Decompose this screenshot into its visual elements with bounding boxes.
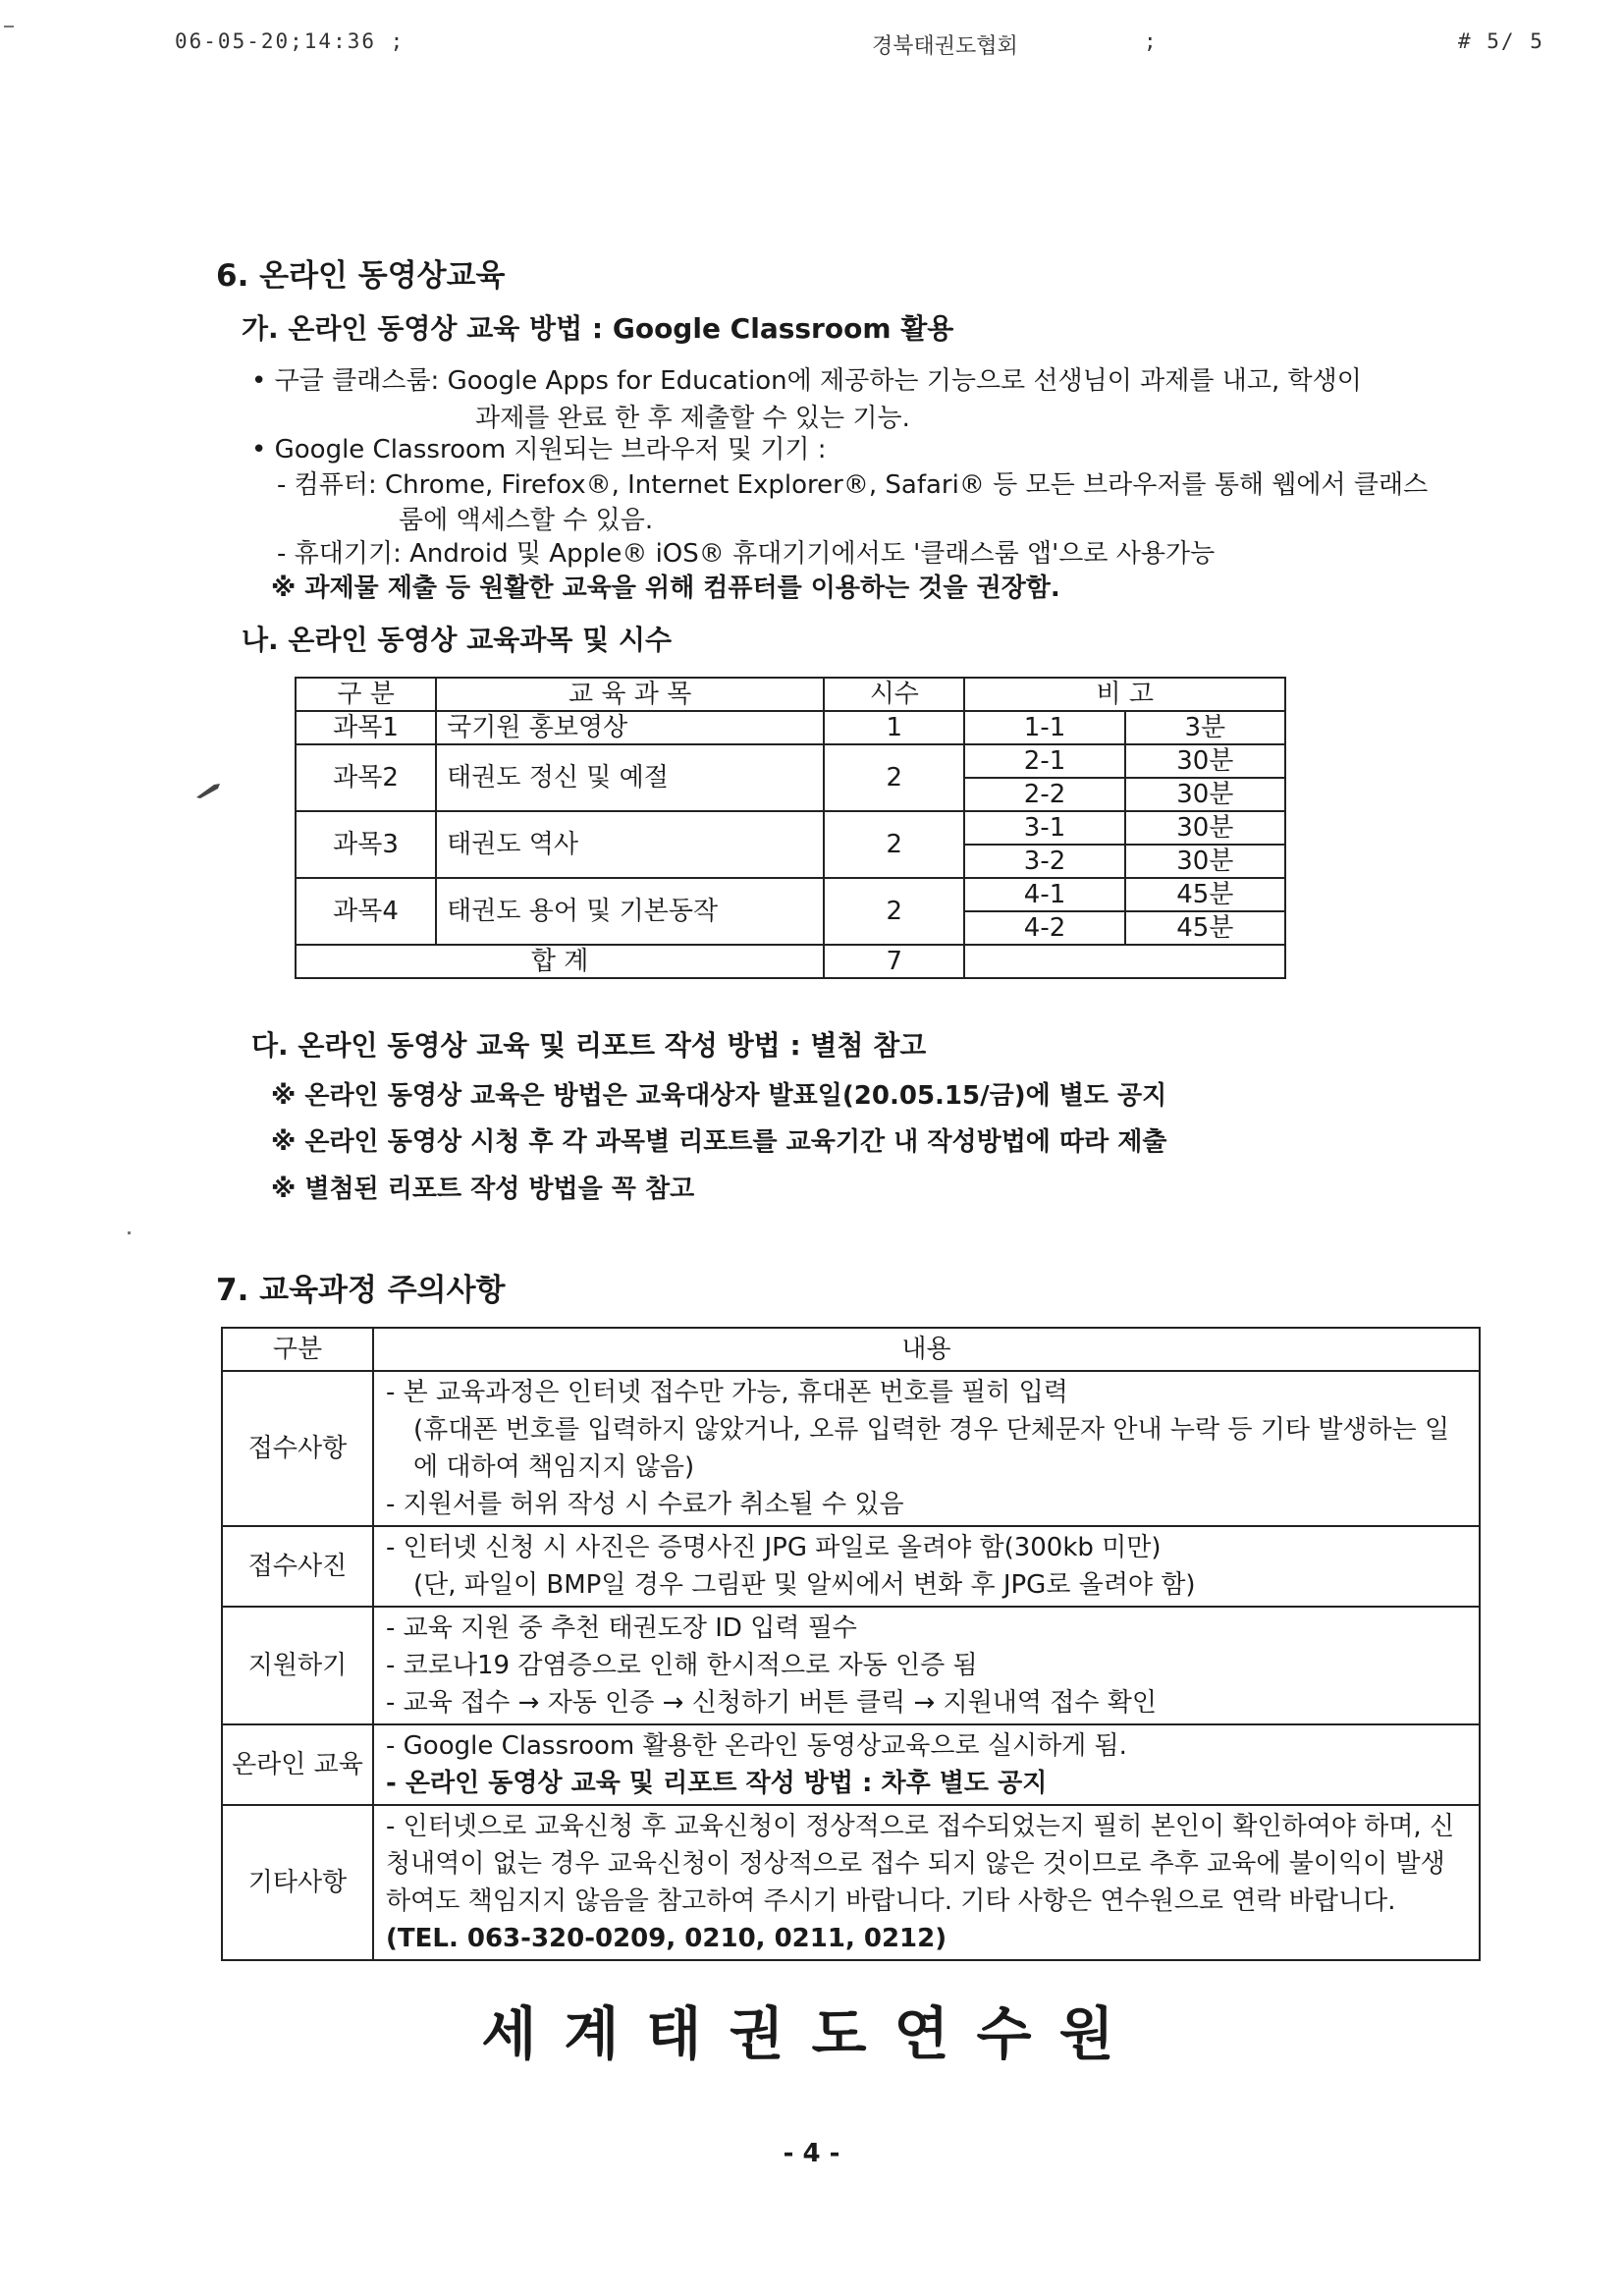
table-row (222, 1805, 1480, 1960)
total-label: 합 계 (296, 945, 824, 978)
content-line: (TEL. 063-320-0209, 0210, 0211, 0212) (386, 1924, 947, 1953)
row-subject: 태권도 역사 (436, 811, 824, 878)
row-subject: 태권도 정신 및 예절 (436, 744, 824, 811)
content-line: - 교육 지원 중 추천 태권도장 ID 입력 필수 (386, 1613, 857, 1643)
table-header-row (222, 1328, 1480, 1371)
bullet-supported: • Google Classroom 지원되는 브라우저 및 기기 : (251, 435, 827, 465)
session-time: 45분 (1125, 878, 1285, 911)
session-code: 2-2 (964, 778, 1124, 811)
section7-title: 7. 교육과정 주의사항 (216, 1273, 506, 1308)
fax-separator: ; (1144, 29, 1159, 53)
note-announce: ※ 온라인 동영상 교육은 방법은 교육대상자 발표일(20.05.15/금)에 별도 공지 (271, 1081, 1167, 1111)
row-hours: 1 (824, 711, 964, 744)
fax-page: # 5/ 5 (1458, 29, 1544, 53)
content-line: - 온라인 동영상 교육 및 리포트 작성 방법 : 차후 별도 공지 (386, 1769, 1048, 1798)
content-line: - 인터넷으로 교육신청 후 교육신청이 정상적으로 접수되었는지 필히 본인이 확인하여야 하며, 신청내역이 없는 경우 교육신청이 정상적으로 접수 되지 않은 것이므로 추후 교육에 불이익이 발생하여도 책임지지 않음을 참고하여 주시기 바랍니다. 기타 사항은 연수원으로 연락 바랍니다. (386, 1812, 1455, 1916)
header-content: 내용 (373, 1328, 1480, 1371)
row-category: 접수사진 (222, 1526, 373, 1607)
content-line: - 인터넷 신청 시 사진은 증명사진 JPG 파일로 올려야 함(300kb 미만) (386, 1533, 1162, 1562)
recommend-note: ※ 과제물 제출 등 원활한 교육을 위해 컴퓨터를 이용하는 것을 권장함. (271, 574, 1060, 603)
row-category: 과목1 (296, 711, 436, 744)
table-row (222, 1724, 1480, 1805)
pc-line2: 룸에 액세스할 수 있음. (399, 506, 654, 535)
row-category: 과목3 (296, 811, 436, 878)
row-hours: 2 (824, 811, 964, 878)
pc-line1: - 컴퓨터: Chrome, Firefox®, Internet Explorer®, Safari® 등 모든 브라우저를 통해 웹에서 클래스 (277, 470, 1429, 500)
row-category: 접수사항 (222, 1371, 373, 1526)
row-content (373, 1607, 1480, 1724)
table-row (296, 811, 1285, 845)
header-category: 구 분 (296, 678, 436, 711)
session-code: 1-1 (964, 711, 1124, 744)
fax-sender: 경북태권도협회 (872, 34, 1018, 59)
section6-sub-ga: 가. 온라인 동영상 교육 방법 : Google Classroom 활용 (242, 312, 954, 345)
note-report-guide: ※ 별첨된 리포트 작성 방법을 꼭 참고 (271, 1175, 695, 1204)
total-hours: 7 (824, 945, 964, 978)
row-content (373, 1724, 1480, 1805)
header-category: 구분 (222, 1328, 373, 1371)
row-content (373, 1371, 1480, 1526)
table-row (222, 1526, 1480, 1607)
scan-dot (128, 1231, 131, 1234)
session-time: 30분 (1125, 845, 1285, 878)
session-time: 30분 (1125, 811, 1285, 845)
content-line: - 지원서를 허위 작성 시 수료가 취소될 수 있음 (386, 1490, 904, 1519)
row-category: 온라인 교육 (222, 1724, 373, 1805)
row-subject: 태권도 용어 및 기본동작 (436, 878, 824, 945)
session-time: 3분 (1125, 711, 1285, 744)
table-total-row (296, 945, 1285, 978)
section6-title: 6. 온라인 동영상교육 (216, 258, 506, 294)
organization-name: 세계태권도연수원 (481, 2000, 1142, 2067)
table-header-row (296, 678, 1285, 711)
table-row (296, 744, 1285, 778)
scan-mark (4, 26, 14, 27)
row-category: 지원하기 (222, 1607, 373, 1724)
precautions-table (221, 1327, 1481, 1961)
bullet-classroom-line1: • 구글 클래스룸: Google Apps for Education에 제공하는 기능으로 선생님이 과제를 내고, 학생이 (251, 366, 1362, 396)
table-row (222, 1607, 1480, 1724)
mobile-line: - 휴대기기: Android 및 Apple® iOS® 휴대기기에서도 '클래스룸 앱'으로 사용가능 (277, 539, 1216, 569)
session-time: 30분 (1125, 744, 1285, 778)
content-line: - 본 교육과정은 인터넷 접수만 가능, 휴대폰 번호를 필히 입력 (386, 1378, 1068, 1407)
fax-datetime: 06-05-20;14:36 ; (175, 29, 406, 53)
session-code: 2-1 (964, 744, 1124, 778)
note-report-submit: ※ 온라인 동영상 시청 후 각 과목별 리포트를 교육기간 내 작성방법에 따라 제출 (271, 1127, 1167, 1157)
row-hours: 2 (824, 744, 964, 811)
session-code: 3-1 (964, 811, 1124, 845)
row-content (373, 1526, 1480, 1607)
pen-mark-icon (194, 781, 224, 800)
row-subject: 국기원 홍보영상 (436, 711, 824, 744)
row-content (373, 1805, 1480, 1960)
row-category: 과목2 (296, 744, 436, 811)
page-number: - 4 - (783, 2139, 840, 2168)
table-row (296, 878, 1285, 911)
session-time: 45분 (1125, 911, 1285, 945)
content-line: - Google Classroom 활용한 온라인 동영상교육으로 실시하게 됨. (386, 1731, 1127, 1761)
content-line: (휴대폰 번호를 입력하지 않았거나, 오류 입력한 경우 단체문자 안내 누락 등 기타 발생하는 일에 대하여 책임지지 않음) (413, 1415, 1450, 1482)
session-code: 4-2 (964, 911, 1124, 945)
table-row (222, 1371, 1480, 1526)
row-hours: 2 (824, 878, 964, 945)
header-hours: 시수 (824, 678, 964, 711)
header-remarks: 비 고 (964, 678, 1285, 711)
session-code: 4-1 (964, 878, 1124, 911)
total-remarks (964, 945, 1285, 978)
subjects-table (295, 677, 1286, 979)
session-code: 3-2 (964, 845, 1124, 878)
content-line: - 교육 접수 → 자동 인증 → 신청하기 버튼 클릭 → 지원내역 접수 확인 (386, 1688, 1157, 1718)
section6-sub-da: 다. 온라인 동영상 교육 및 리포트 작성 방법 : 별첨 참고 (251, 1029, 927, 1062)
header-subject: 교 육 과 목 (436, 678, 824, 711)
content-line: (단, 파일이 BMP일 경우 그림판 및 알씨에서 변화 후 JPG로 올려야 함) (413, 1570, 1196, 1600)
bullet-classroom-line2: 과제를 완료 한 후 제출할 수 있는 기능. (475, 404, 910, 433)
content-line: - 코로나19 감염증으로 인해 한시적으로 자동 인증 됨 (386, 1651, 978, 1680)
table-row (296, 711, 1285, 744)
row-category: 과목4 (296, 878, 436, 945)
session-time: 30분 (1125, 778, 1285, 811)
section6-sub-na: 나. 온라인 동영상 교육과목 및 시수 (242, 624, 673, 656)
row-category: 기타사항 (222, 1805, 373, 1960)
